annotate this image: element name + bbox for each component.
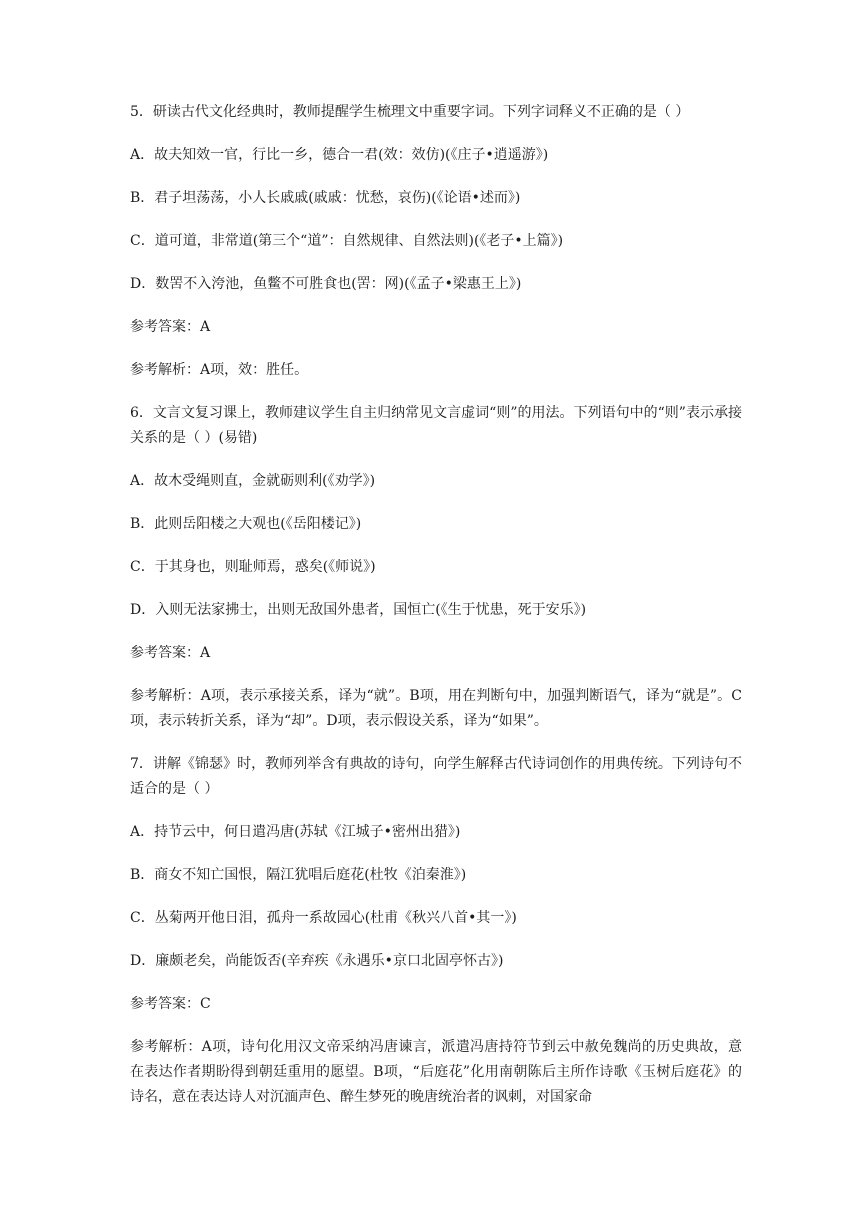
question-6-analysis: 参考解析：A项，表示承接关系，译为“就”。B项，用在判断句中，加强判断语气，译为“就是”。C项，表示转折关系，译为“却”。D项，表示假设关系，译为“如果”。 xyxy=(130,688,742,729)
question-6-answer: 参考答案：A xyxy=(130,645,211,661)
question-7-analysis: 参考解析：A项，诗句化用汉文帝采纳冯唐谏言，派遣冯唐持符节到云中赦免魏尚的历史典故，意在表达作者期盼得到朝廷重用的愿望。B项，“后庭花”化用南朝陈后主所作诗歌《玉树后庭花》的诗名，意在表达诗人对沉湎声色、醉生梦死的晚唐统治者的讽刺，对国家命 xyxy=(130,1039,742,1105)
question-6-option-a: A．故木受绳则直，金就砺则利(《劝学》) xyxy=(130,473,376,489)
question-5-option-a: A．故夫知效一官，行比一乡，德合一君(效：效仿)(《庄子•逍遥游》) xyxy=(130,147,549,163)
question-6-stem: 6．文言文复习课上，教师建议学生自主归纳常见文言虚词“则”的用法。下列语句中的“则”表示承接关系的是（ ）(易错) xyxy=(130,405,742,446)
question-5-answer: 参考答案：A xyxy=(130,319,211,335)
question-5-option-c: C．道可道，非常道(第三个“道”：自然规律、自然法则)(《老子•上篇》) xyxy=(130,233,564,249)
question-7-option-d: D．廉颇老矣，尚能饭否(辛弃疾《永遇乐•京口北固亭怀古》) xyxy=(130,953,504,969)
question-7-option-b: B．商女不知亡国恨，隔江犹唱后庭花(杜牧《泊秦淮》) xyxy=(130,867,467,883)
question-6-option-d: D．入则无法家拂士，出则无敌国外患者，国恒亡(《生于忧患，死于安乐》) xyxy=(130,602,587,618)
question-5-option-b: B．君子坦荡荡，小人长戚戚(戚戚：忧愁，哀伤)(《论语•述而》) xyxy=(130,190,521,206)
question-7-option-a: A．持节云中，何日遣冯唐(苏轼《江城子•密州出猎》) xyxy=(130,824,461,840)
question-7-stem: 7．讲解《锦瑟》时，教师列举含有典故的诗句，向学生解释古代诗词创作的用典传统。下列诗句不适合的是（ ） xyxy=(130,756,742,797)
question-7-answer: 参考答案：C xyxy=(130,996,211,1012)
question-7-option-c: C．丛菊两开他日泪，孤舟一系故园心(杜甫《秋兴八首•其一》) xyxy=(130,910,517,926)
question-5-option-d: D．数罟不入洿池，鱼鳖不可胜食也(罟：网)(《孟子•梁惠王上》) xyxy=(130,276,522,292)
question-5-analysis: 参考解析：A项，效：胜任。 xyxy=(130,362,309,378)
question-5-stem: 5．研读古代文化经典时，教师提醒学生梳理文中重要字词。下列字词释义不正确的是（ ） xyxy=(130,104,690,120)
question-6-option-b: B．此则岳阳楼之大观也(《岳阳楼记》) xyxy=(130,516,362,532)
question-6-option-c: C．于其身也，则耻师焉，惑矣(《师说》) xyxy=(130,559,376,575)
document-page xyxy=(130,100,742,1128)
